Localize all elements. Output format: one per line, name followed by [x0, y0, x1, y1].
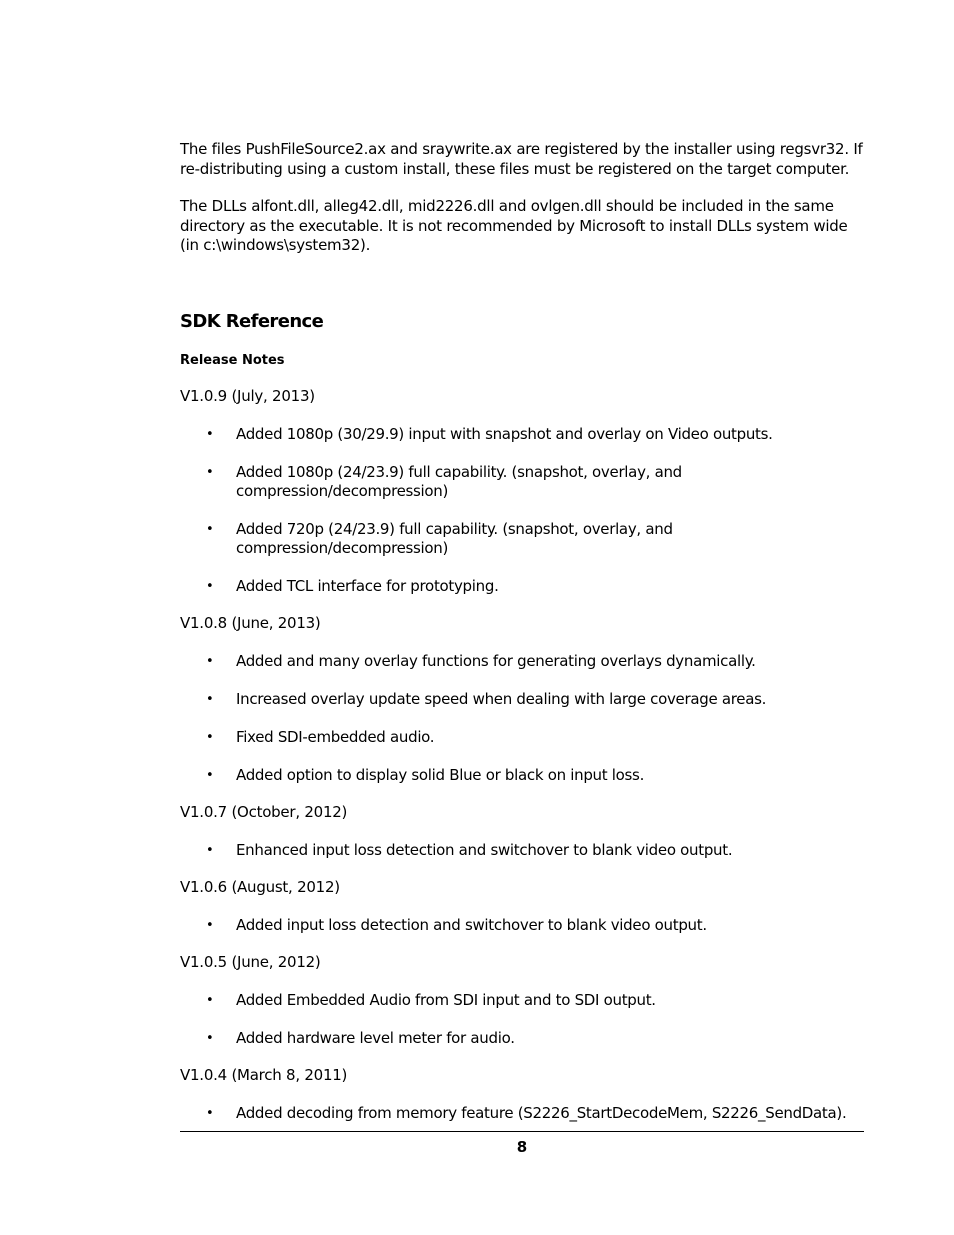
list-item-text: Added decoding from memory feature (S2226_StartDecodeMem, S2226_SendData). [236, 1103, 847, 1122]
release-section [180, 387, 864, 596]
list-item [180, 841, 864, 860]
list-item-text: Increased overlay update speed when dealing with large coverage areas. [236, 689, 767, 708]
bullet-icon: • [206, 464, 214, 480]
list-item [180, 916, 864, 935]
intro-paragraph-dlls: The DLLs alfont.dll, alleg42.dll, mid2226.dll and ovlgen.dll should be included in the same directory as the executable. It is not recommended by Microsoft to install DLLs system wide (in c:\windows\system32). [180, 197, 848, 254]
bullet-icon: • [206, 653, 214, 669]
release-version-label: V1.0.8 (June, 2013) [180, 613, 321, 632]
release-section [180, 1066, 864, 1123]
list-item [180, 1104, 864, 1123]
release-section [180, 953, 864, 1048]
release-version-label: V1.0.6 (August, 2012) [180, 877, 340, 896]
release-version-label: V1.0.9 (July, 2013) [180, 386, 315, 405]
release-items-list [180, 652, 864, 785]
release-section [180, 878, 864, 935]
list-item [180, 520, 864, 558]
list-item [180, 577, 864, 596]
list-item-text: Fixed SDI-embedded audio. [236, 727, 435, 746]
bullet-icon: • [206, 521, 214, 537]
bullet-icon: • [206, 691, 214, 707]
release-items-list [180, 425, 864, 596]
list-item [180, 991, 864, 1010]
list-item-text: Added TCL interface for prototyping. [236, 576, 499, 595]
release-section [180, 614, 864, 785]
release-items-list [180, 991, 864, 1048]
bullet-icon: • [206, 842, 214, 858]
document-page [180, 140, 864, 1123]
subsection-heading: Release Notes [180, 352, 285, 368]
list-item-text: Added 720p (24/23.9) full capability. (snapshot, overlay, and compression/decompression) [236, 519, 673, 557]
list-item-text: Added input loss detection and switchover to blank video output. [236, 915, 707, 934]
bullet-icon: • [206, 1105, 214, 1121]
release-items-list [180, 916, 864, 935]
list-item-text: Enhanced input loss detection and switchover to blank video output. [236, 840, 733, 859]
list-item [180, 690, 864, 709]
bullet-icon: • [206, 729, 214, 745]
list-item [180, 1029, 864, 1048]
list-item [180, 652, 864, 671]
release-notes-list [180, 387, 864, 1123]
bullet-icon: • [206, 1030, 214, 1046]
release-version-label: V1.0.7 (October, 2012) [180, 802, 348, 821]
section-heading: SDK Reference [180, 310, 324, 332]
list-item-text: Added 1080p (30/29.9) input with snapshot and overlay on Video outputs. [236, 424, 773, 443]
bullet-icon: • [206, 578, 214, 594]
list-item [180, 728, 864, 747]
page-number: 8 [516, 1138, 528, 1156]
list-item-text: Added hardware level meter for audio. [236, 1028, 515, 1047]
list-item [180, 425, 864, 444]
list-item-text: Added Embedded Audio from SDI input and to SDI output. [236, 990, 656, 1009]
release-items-list [180, 841, 864, 860]
bullet-icon: • [206, 992, 214, 1008]
list-item [180, 463, 864, 501]
list-item-text: Added 1080p (24/23.9) full capability. (snapshot, overlay, and compression/decompression) [236, 462, 682, 500]
bullet-icon: • [206, 917, 214, 933]
release-items-list [180, 1104, 864, 1123]
release-section [180, 803, 864, 860]
bullet-icon: • [206, 426, 214, 442]
release-version-label: V1.0.4 (March 8, 2011) [180, 1065, 348, 1084]
list-item-text: Added option to display solid Blue or black on input loss. [236, 765, 645, 784]
release-version-label: V1.0.5 (June, 2012) [180, 952, 321, 971]
footer-divider [180, 1131, 864, 1132]
list-item-text: Added and many overlay functions for generating overlays dynamically. [236, 651, 756, 670]
list-item [180, 766, 864, 785]
bullet-icon: • [206, 767, 214, 783]
intro-paragraph-registration: The files PushFileSource2.ax and sraywrite.ax are registered by the installer using regsvr32. If re-distributing using a custom install, these files must be registered on the target computer. [180, 140, 863, 178]
